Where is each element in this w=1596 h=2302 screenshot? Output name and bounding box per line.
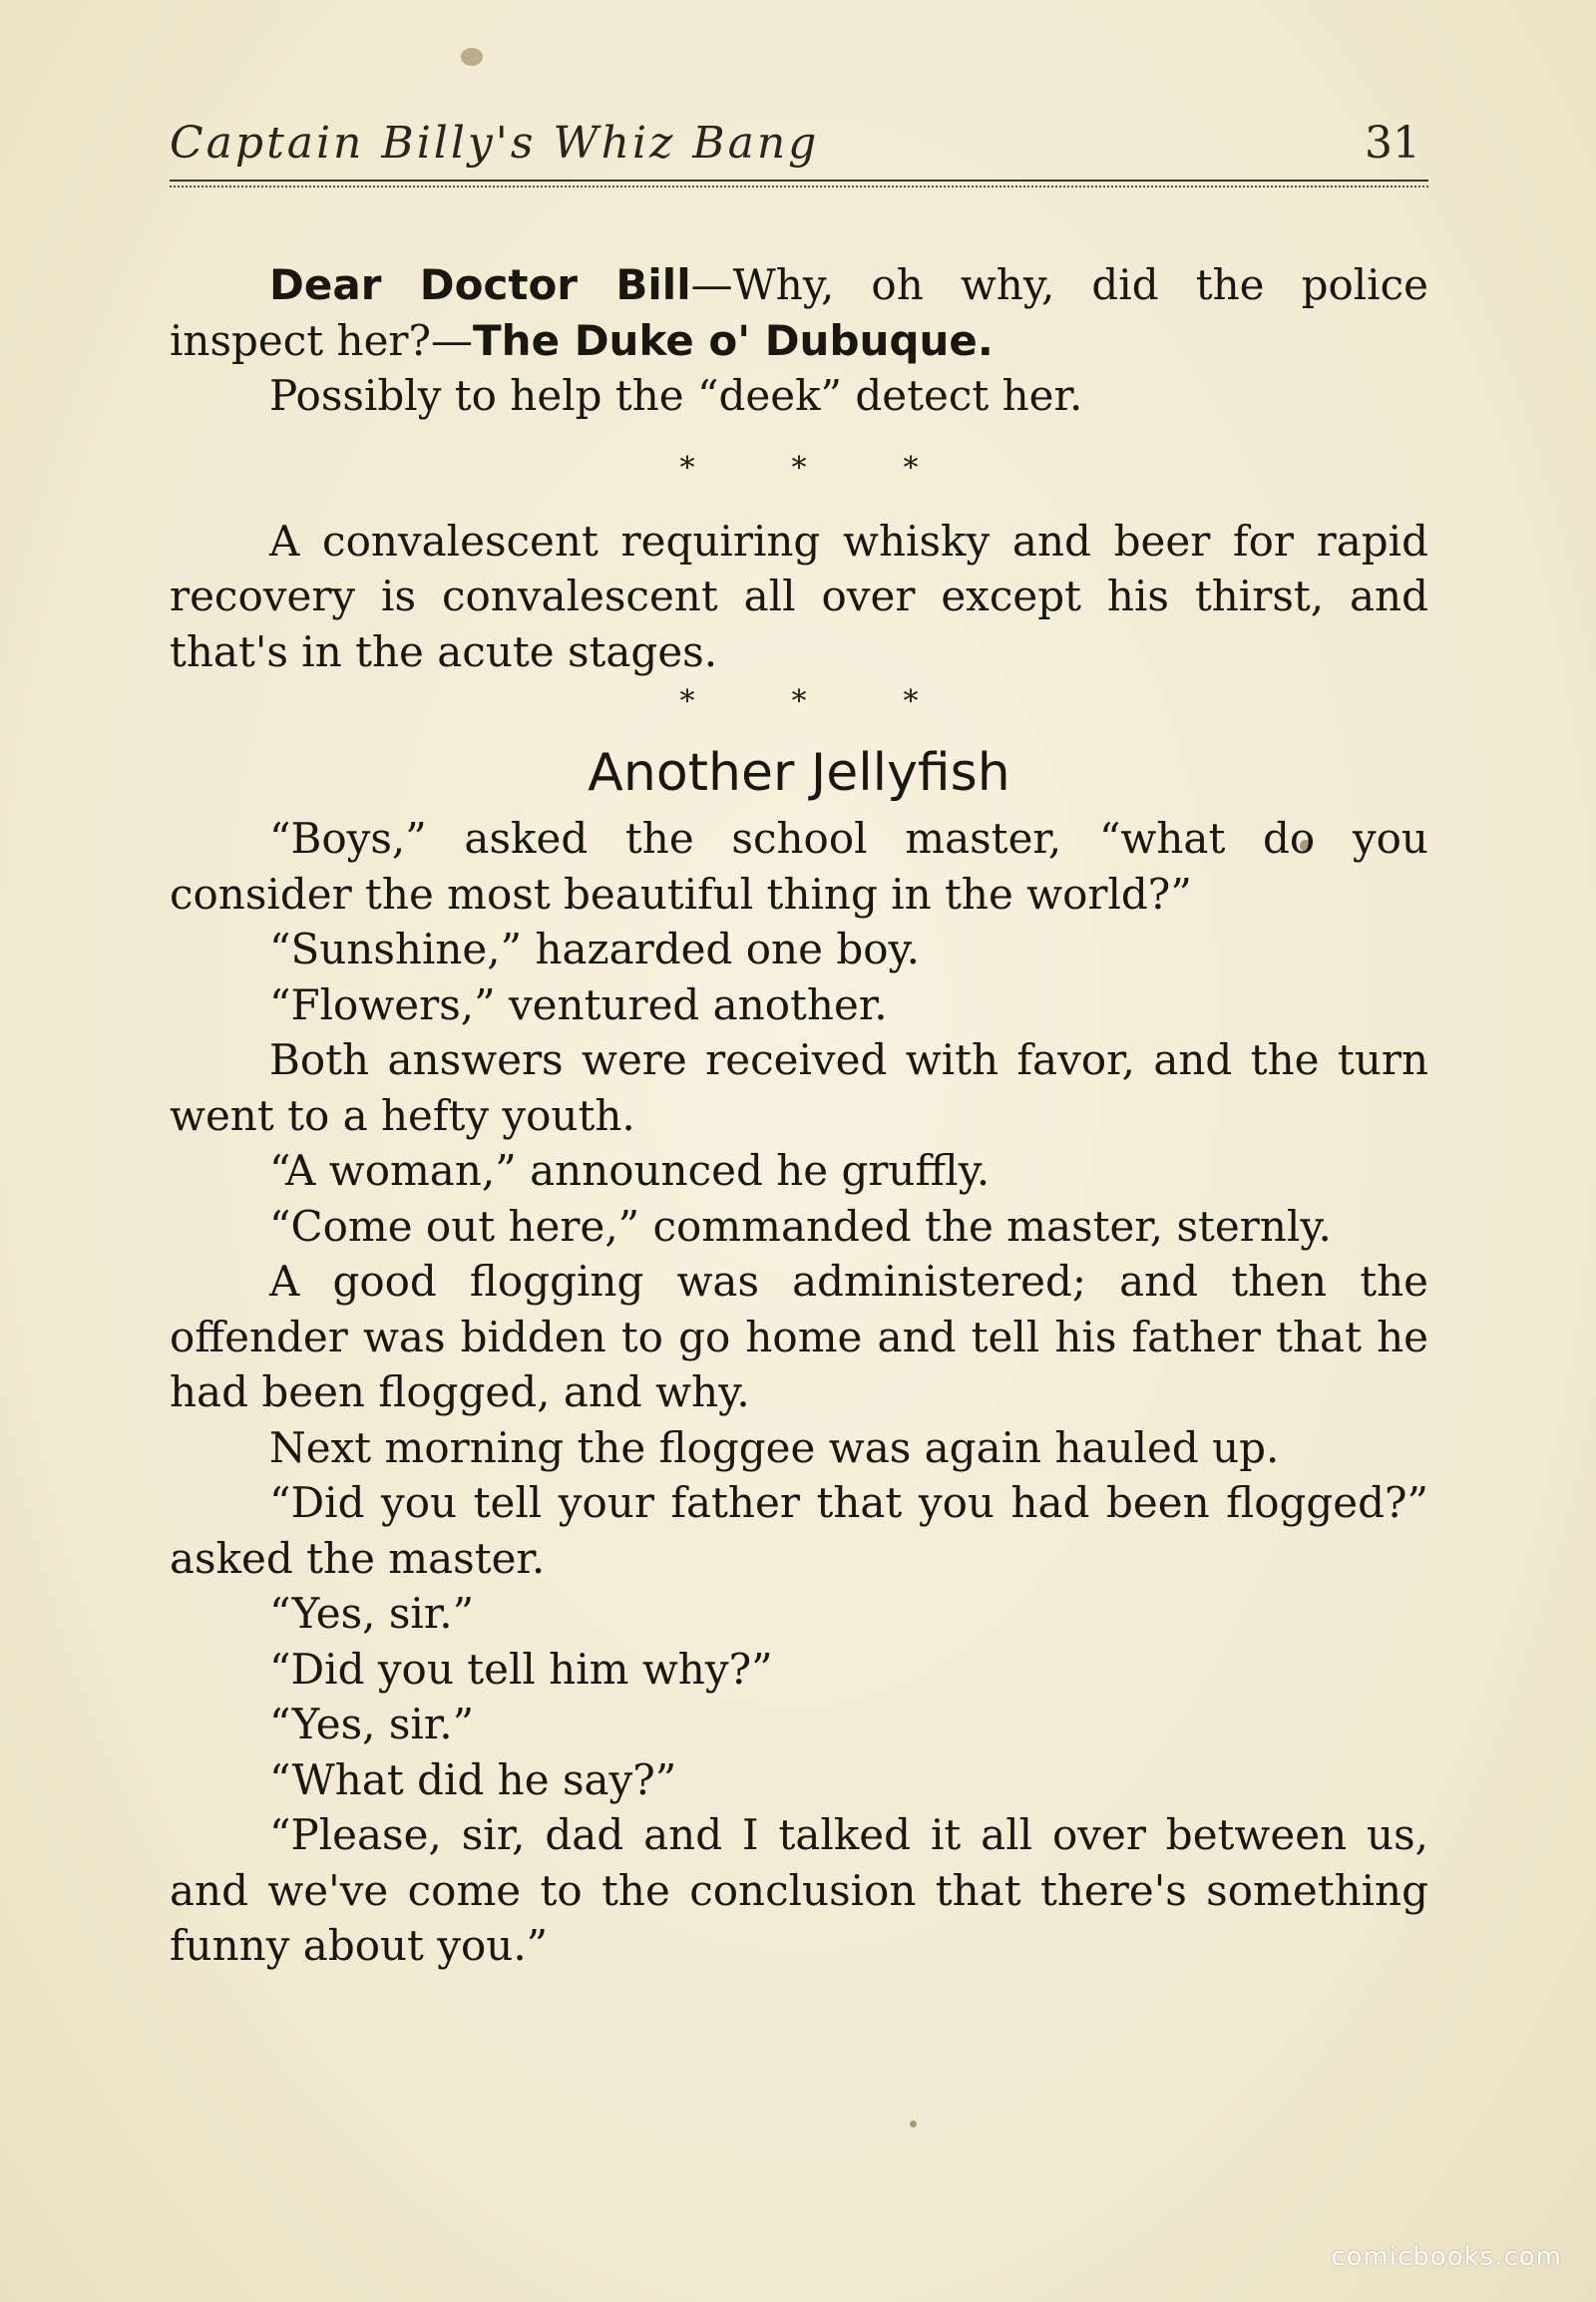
story-paragraph: Next morning the floggee was again hauled up. (269, 1422, 1280, 1472)
letter-salutation: Dear Doctor Bill (269, 260, 691, 309)
letter-signature: The Duke o' Dubuque. (473, 315, 994, 365)
story-heading: Another Jellyfish (588, 743, 1010, 803)
header-rule (170, 180, 1428, 188)
story-paragraph: “Sunshine,” hazarded one boy. (269, 925, 920, 973)
separator-star: * (679, 450, 695, 486)
section-separator (170, 446, 1428, 492)
letter-question: —Why, oh why, did the police inspect her?— (170, 260, 1428, 365)
story-paragraph: “What did he say?” (269, 1754, 677, 1804)
separator-star: * (679, 684, 695, 719)
separator-star: * (791, 684, 807, 719)
story-paragraph: A good flogging was administered; and then the offender was bidden to go home and tell his father that he had been flogged, and why. (170, 1257, 1428, 1416)
story-paragraph: “Come out here,” commanded the master, sternly. (269, 1201, 1332, 1251)
story-paragraph: “Flowers,” ventured another. (269, 979, 888, 1029)
story-paragraph: “Please, sir, dad and I talked it all over between us, and we've come to the conclusion that there's something funny about you.” (170, 1810, 1428, 1970)
section-separator (170, 679, 1428, 725)
story-paragraph: “Did you tell your father that you had been flogged?” asked the master. (170, 1478, 1428, 1583)
story-paragraph: “A woman,” announced he gruffly. (269, 1146, 991, 1195)
story-text (170, 811, 1428, 1974)
separator-star: * (791, 450, 807, 486)
page-body (170, 257, 1428, 1974)
running-title: Captain Billy's Whiz Bang (170, 118, 820, 169)
convalescent-paragraph: A convalescent requiring whisky and beer for rapid recovery is convalescent all over except his thirst, and that's in the acute stages. (170, 516, 1428, 676)
separator-star: * (903, 684, 919, 719)
page-number: 31 (1365, 118, 1420, 169)
letter-paragraph (170, 257, 1428, 368)
story-paragraph: “Boys,” asked the school master, “what do you consider the most beautiful thing in the world?” (170, 814, 1428, 919)
paper-stain (461, 48, 483, 66)
separator-star: * (903, 450, 919, 486)
page-header (170, 118, 1428, 195)
story-paragraph: “Did you tell him why?” (269, 1644, 773, 1694)
paper-stain (910, 2120, 917, 2127)
story-paragraph: “Yes, sir.” (269, 1589, 475, 1638)
story-paragraph: Both answers were received with favor, and the turn went to a hefty youth. (170, 1035, 1428, 1140)
letter-answer: Possibly to help the “deek” detect her. (269, 371, 1083, 420)
source-watermark: comicbooks.com (1331, 2242, 1562, 2272)
story-paragraph: “Yes, sir.” (269, 1700, 475, 1748)
